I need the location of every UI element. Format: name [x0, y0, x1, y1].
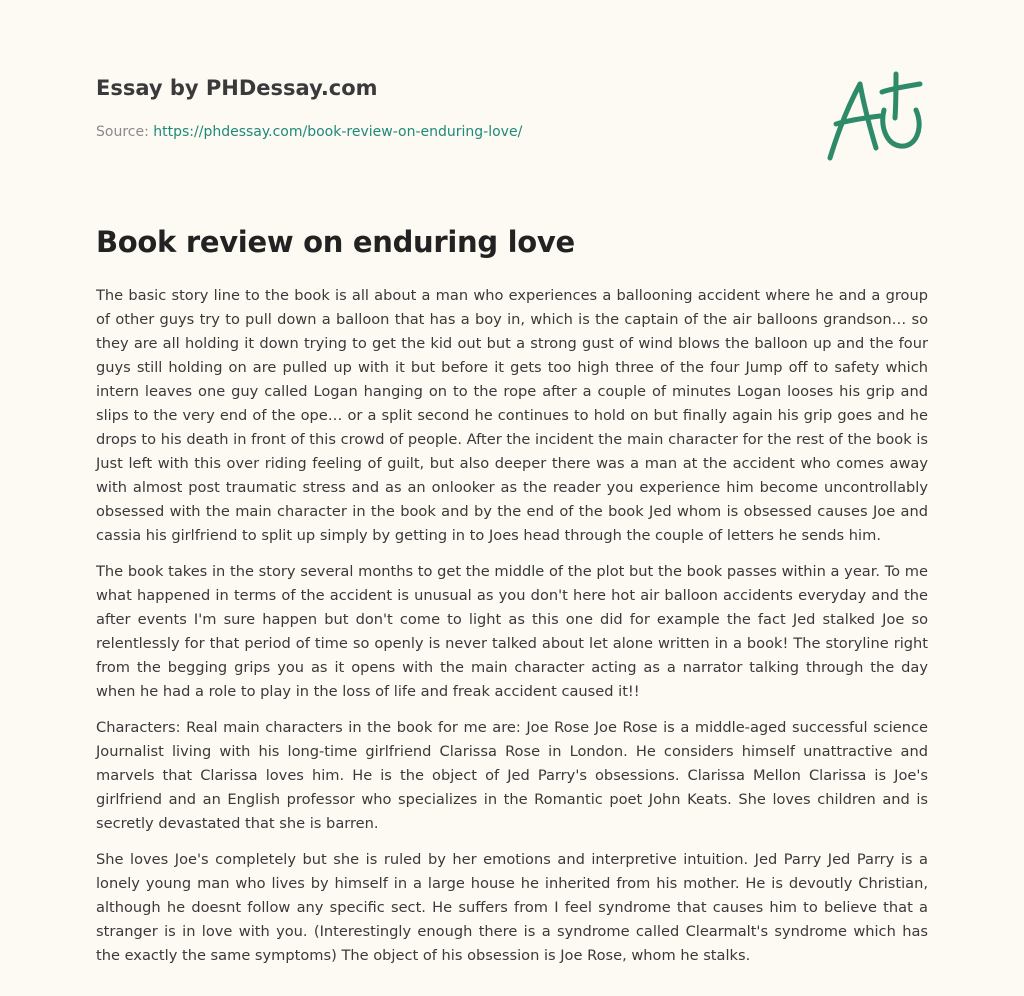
a-plus-logo-icon: [824, 66, 926, 164]
source-link[interactable]: https://phdessay.com/book-review-on-enduring-love/: [153, 124, 523, 140]
essay-body: [96, 284, 928, 980]
source-label: Source:: [96, 124, 154, 140]
essay-title: Book review on enduring love: [96, 225, 575, 259]
essay-paragraph: The book takes in the story several months to get the middle of the plot but the book passes within a year. To me what happened in terms of the accident is unusual as you don't here hot air balloon accidents everyday and the after events I'm sure happen but don't come to light as this one did for example the fact Jed stalked Joe so relentlessly for that period of time so openly is never talked about let alone written in a book! The storyline right from the begging grips you as it opens with the main character acting as a narrator talking through the day when he had a role to play in the loss of life and freak accident caused it!!: [96, 563, 928, 700]
essay-paragraph: Characters: Real main characters in the book for me are: Joe Rose Joe Rose is a middle-aged successful science Journalist living with his long-time girlfriend Clarissa Rose in London. He considers himself unattractive and marvels that Clarissa loves him. He is the object of Jed Parry's obsessions. Clarissa Mellon Clarissa is Joe's girlfriend and an English professor who specializes in the Romantic poet John Keats. She loves children and is secretly devastated that she is barren.: [96, 719, 928, 832]
essay-paragraph: The basic story line to the book is all about a man who experiences a ballooning accident where he and a group of other guys try to pull down a balloon that has a boy in, which is the captain of the air balloons grandson… so they are all holding it down trying to get the kid out but a strong gust of wind blows the balloon up and the four guys still holding on are pulled up with it but before it gets too high three of the four Jump off to safety which intern leaves one guy called Logan hanging on to the rope after a couple of minutes Logan looses his grip and slips to the very end of the ope… or a split second he continues to hold on but finally again his grip goes and he drops to his death in front of this crowd of people. After the incident the main character for the rest of the book is Just left with this over riding feeling of guilt, but also deeper there was a man at the accident who comes away with almost post traumatic stress and as an onlooker as the reader you experience him become uncontrollably obsessed with the main character in the book and by the end of the book Jed whom is obsessed causes Joe and cassia his girlfriend to split up simply by getting in to Joes head through the couple of letters he sends him.: [96, 287, 928, 544]
site-title: Essay by PHDessay.com: [96, 76, 378, 100]
source-line: [96, 124, 522, 140]
essay-paragraph: She loves Joe's completely but she is ruled by her emotions and interpretive intuition. Jed Parry Jed Parry is a lonely young man who lives by himself in a large house he inherited from his mother. He is devoutly Christian, although he doesnt follow any specific sect. He suffers from I feel syndrome that causes him to believe that a stranger is in love with you. (Interestingly enough there is a syndrome called Clearmalt's syndrome which has the exactly the same symptoms) The object of his obsession is Joe Rose, whom he stalks.: [96, 851, 928, 964]
